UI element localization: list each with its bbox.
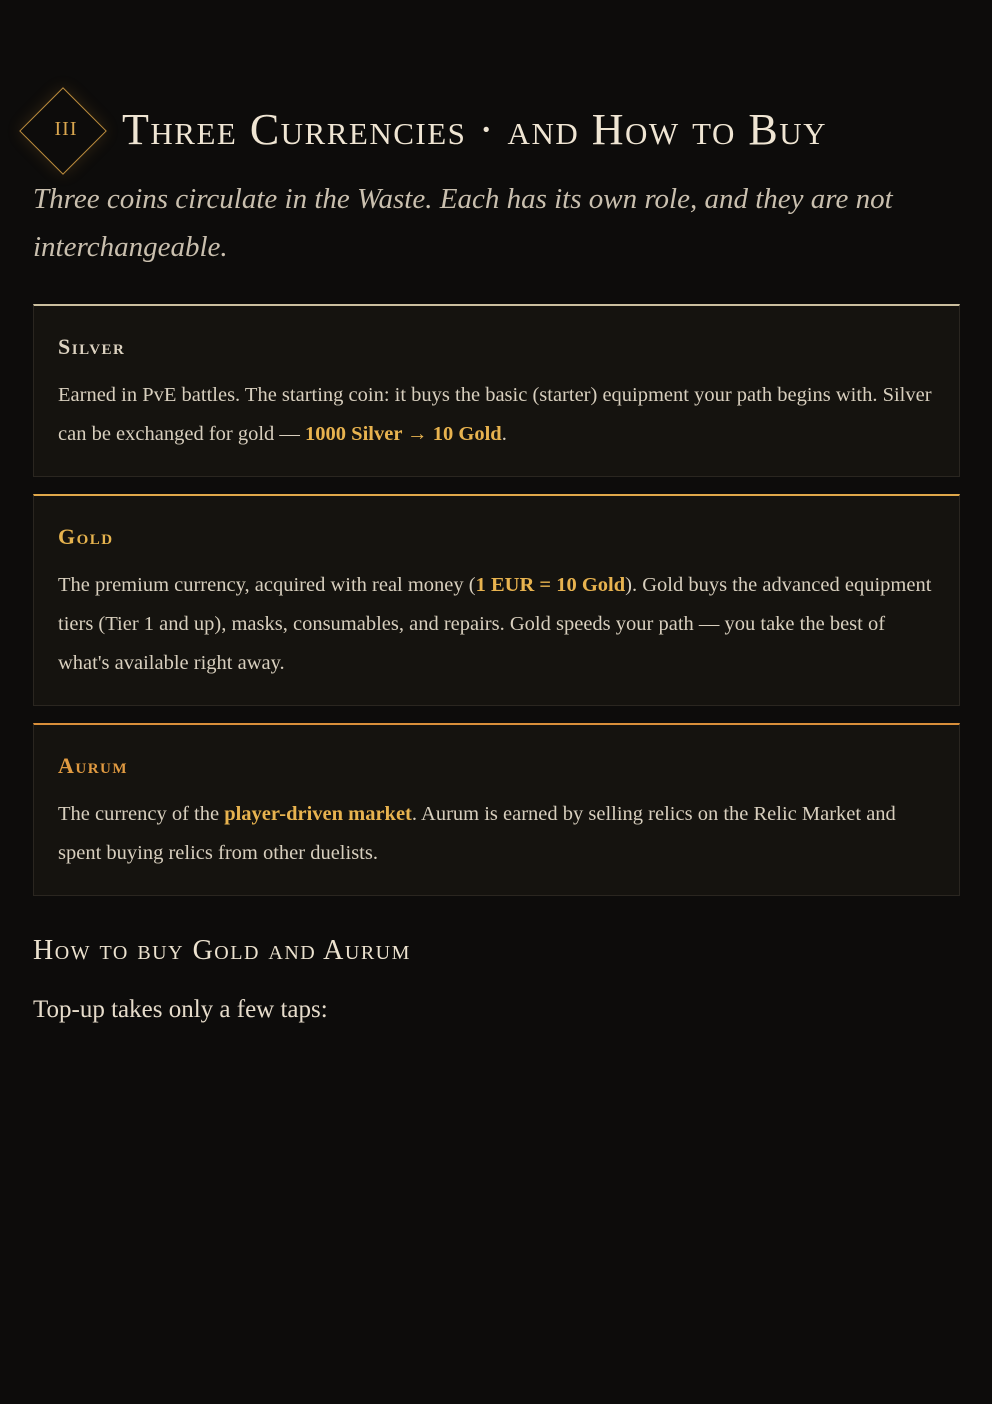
currency-card-gold (33, 494, 960, 706)
currency-description-text: . Aurum is earned by selling relics on the Relic Market and spent buying relics from other duelists. (58, 803, 896, 864)
section-page (33, 0, 960, 1023)
currency-highlight: 1 EUR = 10 Gold (475, 574, 626, 596)
currency-description (58, 795, 938, 873)
how-to-buy-lead: Top-up takes only a few taps: (33, 996, 328, 1023)
currency-description (58, 376, 938, 454)
currency-name: Gold (58, 524, 114, 549)
currency-name: Silver (58, 334, 126, 359)
section-numeral: III (54, 118, 78, 140)
currency-description (58, 566, 938, 683)
section-header (33, 0, 960, 178)
currency-card-aurum (33, 723, 960, 896)
currency-description-text: The premium currency, acquired with real money ( (58, 574, 476, 596)
currency-highlight: player-driven market (224, 803, 412, 825)
how-to-buy-heading: How to buy Gold and Aurum (33, 935, 411, 966)
currency-description-text: . (501, 423, 507, 445)
currency-description-text: ). Gold buys the advanced equipment tiers (Tier 1 and up), masks, consumables, and repairs. Gold speeds your path — you take the best of what's available right away. (58, 574, 932, 674)
currency-description-text: The currency of the (58, 803, 225, 825)
section-title: Three Currencies · and How to Buy (122, 105, 828, 154)
currency-name: Aurum (58, 753, 129, 778)
currency-description-text: Earned in PvE battles. The starting coin: it buys the basic (starter) equipment your path begins with. Silver can be exchanged for gold — (58, 384, 932, 445)
section-intro: Three coins circulate in the Waste. Each has its own role, and they are not interchangeable. (33, 183, 893, 263)
currency-highlight: 1000 Silver → 10 Gold (305, 423, 502, 445)
currency-card-silver (33, 304, 960, 477)
